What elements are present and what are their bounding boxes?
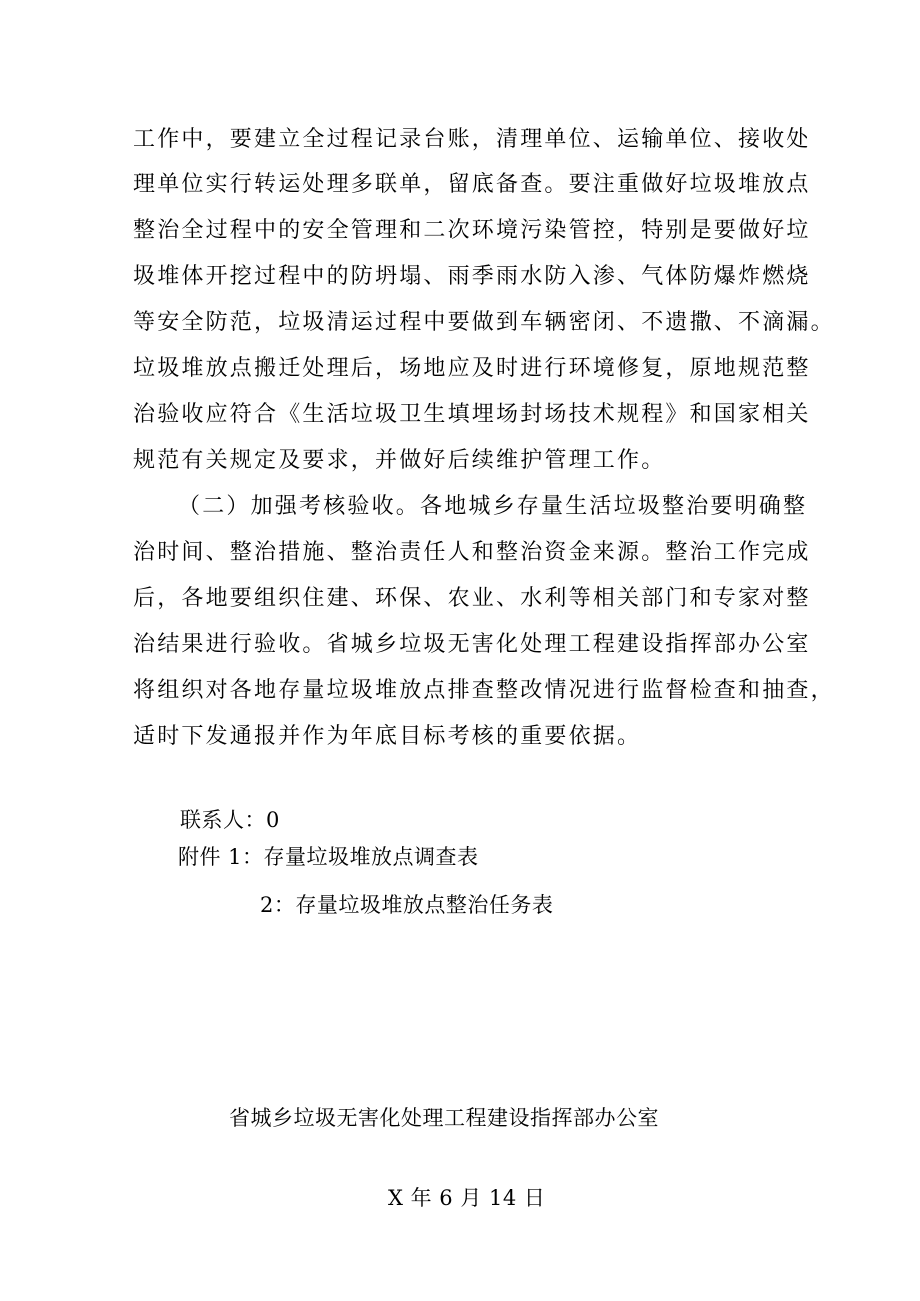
paragraph-line: 理单位实行转运处理多联单，留底备查。要注重做好垃圾堆放点 — [133, 172, 811, 197]
paragraph-line: 垃圾堆放点搬迁处理后，场地应及时进行环境修复，原地规范整 — [133, 356, 811, 381]
issue-date: X 年 6 月 14 日 — [388, 1186, 546, 1210]
paragraph-line: 圾堆体开挖过程中的防坍塌、雨季雨水防入渗、气体防爆炸燃烧 — [133, 264, 811, 289]
paragraph-line: 适时下发通报并作为年底目标考核的重要依据。 — [133, 724, 642, 749]
attachment-1: 附件 1：存量垃圾堆放点调查表 — [178, 845, 479, 869]
paragraph-line: 后，各地要组织住建、环保、农业、水利等相关部门和专家对整 — [133, 586, 811, 611]
paragraph-line: 等安全防范，垃圾清运过程中要做到车辆密闭、不遗撒、不滴漏。 — [133, 310, 835, 335]
paragraph-line: 治验收应符合《生活垃圾卫生填埋场封场技术规程》和国家相关 — [133, 402, 811, 427]
issuer-name: 省城乡垃圾无害化处理工程建设指挥部办公室 — [229, 1106, 659, 1130]
paragraph-line: 工作中，要建立全过程记录台账，清理单位、运输单位、接收处 — [133, 127, 811, 152]
paragraph-line: 规范有关规定及要求，并做好后续维护管理工作。 — [133, 448, 666, 473]
paragraph-line: （二）加强考核验收。各地城乡存量生活垃圾整治要明确整 — [178, 494, 808, 519]
paragraph-line: 将组织对各地存量垃圾堆放点排查整改情况进行监督检查和抽查， — [133, 678, 835, 703]
attachment-2: 2：存量垃圾堆放点整治任务表 — [260, 893, 554, 917]
paragraph-line: 治时间、整治措施、整治责任人和整治资金来源。整治工作完成 — [133, 540, 811, 565]
contact-line: 联系人：0 — [180, 808, 280, 832]
paragraph-line: 整治全过程中的安全管理和二次环境污染管控，特别是要做好垃 — [133, 218, 811, 243]
paragraph-line: 治结果进行验收。省城乡垃圾无害化处理工程建设指挥部办公室 — [133, 632, 811, 657]
